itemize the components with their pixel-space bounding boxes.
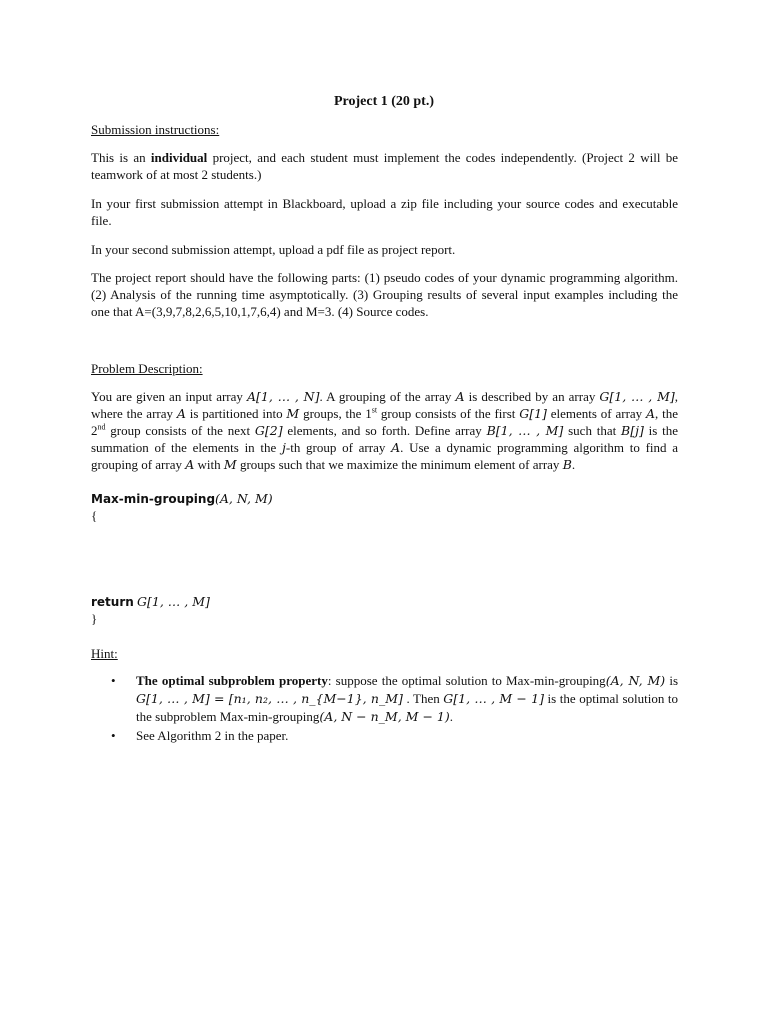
text-run: groups, the 1 <box>299 406 372 421</box>
pseudo-return <box>91 593 678 611</box>
superscript: st <box>371 405 378 415</box>
math: B <box>562 457 572 472</box>
return-keyword: return <box>91 595 134 609</box>
submission-paragraph-2: In your first submission attempt in Blackboard, upload a zip file including your source codes and executable file. <box>91 196 678 228</box>
text-run: . A grouping of the array <box>319 389 456 404</box>
math: A[1, … , N] <box>246 389 320 404</box>
math: B[1, … , M] <box>486 423 564 438</box>
text-run: . Then <box>402 691 444 706</box>
math: G[1, … , M] <box>137 594 210 609</box>
hint-item-1 <box>91 672 678 726</box>
text-run: group consists of the first <box>377 406 520 421</box>
math: G[1, … , M] = [n₁, n₂, … , n_{M−1}, n_M] <box>136 691 403 706</box>
submission-heading <box>91 121 678 138</box>
submission-paragraph-3: In your second submission attempt, upload a pdf file as project report. <box>91 242 456 257</box>
text-run: is the optimal solution to the subproblem Max-min-grouping <box>136 691 679 724</box>
text-run: with <box>194 457 224 472</box>
text-run: This is an <box>91 150 151 165</box>
bold-term: The optimal subproblem property <box>136 673 328 688</box>
math: M <box>286 406 300 421</box>
math: M <box>223 457 237 472</box>
function-name: Max-min-grouping <box>91 492 216 506</box>
bold-individual: individual <box>150 150 208 165</box>
pseudo-signature <box>91 490 678 508</box>
text-run: such that <box>563 423 622 438</box>
text-run: project, and each student must implement the codes independently. (Project 2 will be teamwork of at most 2 students.) <box>91 150 678 182</box>
text-run: groups such that we maximize the minimum element of array <box>236 457 563 472</box>
submission-paragraph-4: The project report should have the following parts: (1) pseudo codes of your dynamic programming algorithm. (2) Analysis of the running time asymptotically. (3) Grouping results of several input examples including the one that A=(3,9,7,8,2,6,5,10,1,7,6,4) and M=3. (4) Source codes. <box>91 270 678 319</box>
math: (A, N, M) <box>215 491 273 506</box>
problem-heading <box>91 360 678 377</box>
math: A <box>455 389 465 404</box>
text-run: elements of array <box>546 406 646 421</box>
hint-heading <box>91 645 678 662</box>
math: A <box>176 406 186 421</box>
math: G[1, … , M − 1] <box>443 691 544 706</box>
text-run: group consists of the next <box>105 423 255 438</box>
submission-heading-text: Submission instructions: <box>91 122 220 137</box>
text-run: See Algorithm 2 in the paper. <box>136 728 289 743</box>
problem-paragraph <box>91 388 678 473</box>
hint-item-2 <box>91 727 678 745</box>
superscript: nd <box>97 422 106 432</box>
math: G[2] <box>254 423 283 438</box>
math: G[1, … , M] <box>599 389 675 404</box>
math: (A, N, M) <box>605 673 666 688</box>
text-run: . <box>449 709 453 724</box>
math: (A, N − n_M, M − 1) <box>319 709 450 724</box>
hint-heading-text: Hint: <box>91 646 118 661</box>
text-run: . <box>571 457 576 472</box>
text-run: is partitioned into <box>185 406 287 421</box>
bullet: • <box>111 673 116 688</box>
text-run: . Use a dynamic programming algorithm to find a grouping of array <box>91 440 678 472</box>
text-run: is described by an array <box>464 389 600 404</box>
math: G[1] <box>519 406 547 421</box>
text-run: is the summation of the elements in the <box>91 423 679 455</box>
text-run: : suppose the optimal solution to Max-min-grouping <box>327 673 606 688</box>
problem-heading-text: Problem Description: <box>91 361 203 376</box>
math: j <box>282 440 286 455</box>
bullet: • <box>111 728 116 743</box>
page-title: Project 1 (20 pt.) <box>333 94 435 109</box>
submission-paragraph-1 <box>91 149 678 183</box>
hint-list <box>91 672 678 746</box>
text-run: elements, and so forth. Define array <box>282 423 487 438</box>
math: A <box>185 457 195 472</box>
math: A <box>646 406 656 421</box>
math: A <box>391 440 401 455</box>
text-run: , where the array <box>91 389 679 421</box>
math: B[j] <box>621 423 644 438</box>
text-run: is <box>665 673 678 688</box>
text-run: You are given an input array <box>91 389 247 404</box>
text-run: -th group of array <box>285 440 392 455</box>
pseudo-open-brace: { <box>91 508 98 523</box>
pseudo-close-brace: } <box>91 611 98 626</box>
text-run: , the 2 <box>91 406 678 438</box>
